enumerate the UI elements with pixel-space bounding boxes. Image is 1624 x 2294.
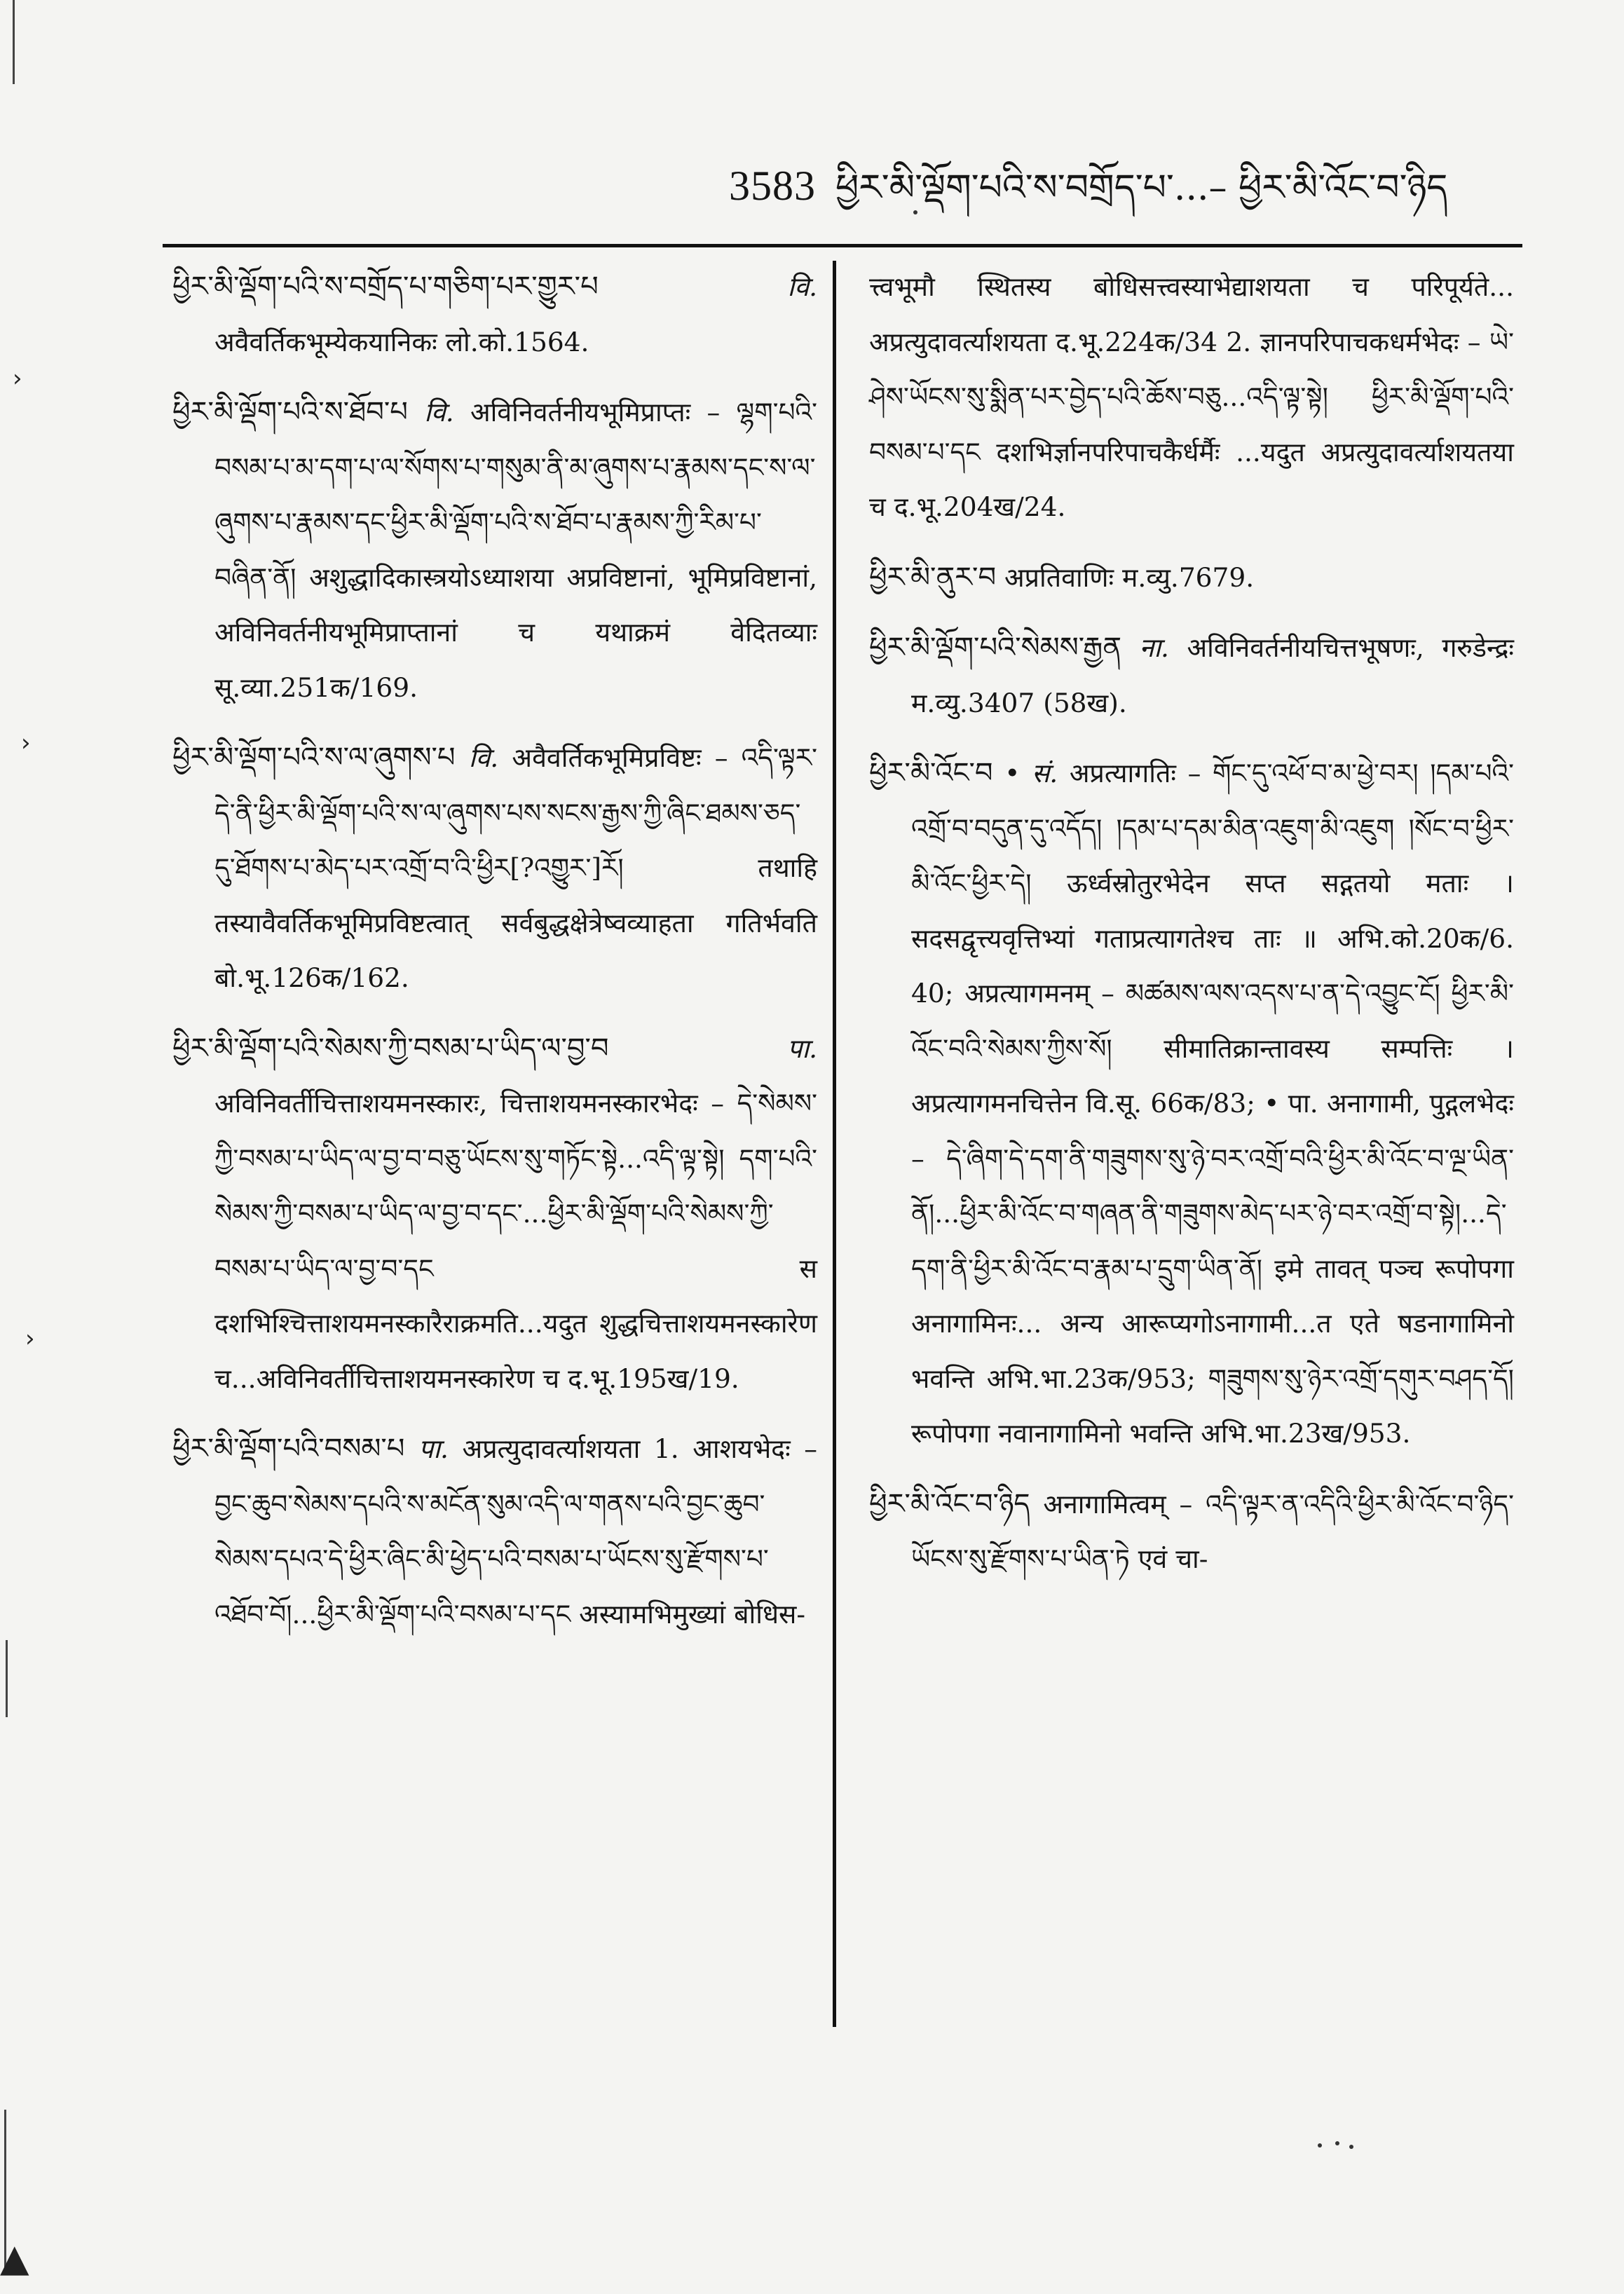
binding-edge-line [6,1640,8,1717]
entry-body: त्त्वभूमौ स्थितस्य बोधिसत्त्वस्याभेद्याशयता च परिपूर्यते... अप्रत्युदावर्त्याशयता द.भू.224क/34 2. ज्ञानपरिपाचकधर्मभेदः – ཡེ་ཤེས་ཡོངས་སུ་སྨིན་པར་བྱེད་པའི་ཆོས་བཅུ...འདི་ལྟ་སྟེ། ཕྱིར་མི་ལྡོག་པའི་བསམ་པ་དང दशभिर्ज्ञानपरिपाचकैर्धर्मैः ...यदुत अप्रत्युदावर्त्याशयतया च द.भू.204ख/24. [869,271,1514,522]
entry-continuation [869,259,1514,535]
dictionary-entry [869,746,1514,1461]
dictionary-entry [172,385,817,715]
entry-body: अवैवर्तिकभूमिप्रविष्टः – འདི་ལྟར་དེ་ནི་ཕྱིར་མི་ལྡོག་པའི་ས་ལ་ཞུགས་པས་སངས་རྒྱས་ཀྱི་ཞིང་ཐམས་ཅད་དུ་ཐོགས་པ་མེད་པར་འགྲོ་བ་འི་ཕྱིར[?འགྱུར་]རོ། तथाहि तस्यावैवर्तिकभूमिप्रविष्टत्वात् सर्वबुद्धक्षेत्रेष्वव्याहता गतिर्भवति बो.भू.126क/162. [214,742,817,993]
entry-headword: ཕྱིར་མི་ལྡོག་པའི་ས་བགྲོད་པ་གཅིག་པར་གྱུར་པ [172,271,599,303]
dictionary-entry [172,1421,817,1641]
margin-tick: › [25,1325,35,1353]
entry-body: अनागामित्वम् – འདི་ལྟར་ན་འདིའི་ཕྱིར་མི་འོང་བ་ཉིད་ཡོངས་སུ་རྫོགས་པ་ཡིན་ཏེ एवं चा- [911,1488,1515,1574]
margin-tick: › [21,729,31,757]
dictionary-entry [869,1477,1514,1587]
entry-grammar-label: ना. [1139,632,1169,663]
entry-body: अप्रत्युदावर्त्याशयता 1. आशयभेदः – བྱང་ཆུབ་སེམས་དཔའི་ས་མངོན་སུམ་འདི་ལ་གནས་པའི་བྱང་ཆུབ་སེམས་དཔའ་དེ་ཕྱིར་ཞིང་མི་ཕྱེད་པའི་བསམ་པ་ཡོངས་སུ་རྫོགས་པ་འཐོབ་བོ།...ཕྱིར་མི་ལྡོག་པའི་བསམ་པ་དང अस्यामभिमुख्यां बोधिस- [214,1433,817,1630]
header-rule [163,244,1522,247]
speck [1335,2141,1339,2145]
entry-headword: ཕྱིར་མི་ལྡོག་པའི་ས་ཐོབ་པ [172,396,408,428]
entry-body: अप्रतिवाणिः म.व्यु.7679. [1004,561,1255,593]
dictionary-entry [172,1021,817,1407]
entry-grammar-label: • सं. [1004,758,1058,788]
speck [1318,2143,1322,2148]
corner-mark: ▲ [0,2236,29,2280]
entry-headword: ཕྱིར་མི་འོང་བ [869,757,993,789]
entry-headword: ཕྱིར་མི་ལྡོག་པའི་ས་ལ་ཞུགས་པ [172,742,456,774]
entry-grammar-label: पा. [418,1433,449,1464]
entry-grammar-label: वि. [787,271,817,302]
page-header [729,147,1456,250]
entry-body: अविनिवर्तनीयचित्तभूषणः, गरुडेन्द्रः म.व्यु.3407 (58ख). [911,632,1514,718]
dictionary-entry [869,550,1514,606]
page-number: 3583 [729,163,816,209]
entry-headword: ཕྱིར་མི་ལྡོག་པའི་སེམས་ཀྱི་བསམ་པ་ཡིད་ལ་བྱ་བ [172,1032,609,1065]
entry-grammar-label: वि. [468,742,499,773]
entry-body: अविनिवर्तनीयभूमिप्राप्तः – ལྷག་པའི་བསམ་པ་མ་དག་པ་ལ་སོགས་པ་གསུམ་ནི་མ་ཞུགས་པ་རྣམས་དང་ས་ལ་ཞུགས་པ་རྣམས་དང་ཕྱིར་མི་ལྡོག་པའི་ས་ཐོབ་པ་རྣམས་ཀྱི་རིམ་པ་བཞིན་ནོ། अशुद्धादिकास्त्रयोऽध्याशया अप्रविष्टानां, भूमिप्रविष्टानां, अविनिवर्तनीयभूमिप्राप्तानां च यथाक्रमं वेदितव्याः सू.व्या.251क/169. [214,397,818,703]
left-column [172,259,817,1657]
entry-grammar-label: पा. [787,1032,817,1064]
entry-headword: ཕྱིར་མི་འོང་བ་ཉིད [869,1487,1030,1520]
entry-grammar-label: वि. [424,397,454,428]
running-head: ཕྱིར་མི་ལྡོག་པའི་ས་བགྲོད་པ་...– ཕྱིར་མི་འོང་བ་ཉིད [835,167,1448,209]
entry-headword: ཕྱིར་མི་ནུར་བ [869,561,997,594]
entry-headword: ཕྱིར་མི་ལྡོག་པའི་སེམས་རྒྱན [869,631,1121,664]
speck [1349,2145,1353,2149]
entry-body: अप्रत्यागतिः – གོང་དུ་འཕོ་བ་མ་ཕྱེ་བར། །དམ་པའི་འགྲོ་བ་བདུན་དུ་འདོད། །དམ་པ་དམ་མིན་འཇུག་མི་འཇུག །སོང་བ་ཕྱིར་མི་འོང་ཕྱིར་དེ། ऊर्ध्वस्रोतुरभेदेन सप्त सद्गतयो मताः । सदसद्वृत्त्यवृत्तिभ्यां गताप्रत्यागतेश्च ताः ॥ अभि.को.20क/6. 40; अप्रत्यागमनम् – མཚམས་ལས་འདས་པ་ན་དེ་འབྱུང་ངོ། ཕྱིར་མི་འོང་བའི་སེམས་ཀྱིས་སོ། सीमातिक्रान्तावस्य सम्पत्तिः । अप्रत्यागमनचित्तेन वि.सू. 66क/83; • पा. अनागामी, पुद्गलभेदः – དེ་ཞིག་དེ་དག་ནི་གཟུགས་སུ་ཉེ་བར་འགྲོ་བའི་ཕྱིར་མི་འོང་བ་ལྔ་ཡིན་ནོ།...ཕྱིར་མི་འོང་བ་གཞན་ནི་གཟུགས་མེད་པར་ཉེ་བར་འགྲོ་བ་སྟེ།...དེ་དག་ནི་ཕྱིར་མི་འོང་བ་རྣམ་པ་དྲུག་ཡིན་ནོ། इमे तावत् पञ्च रूपोपगा अनागामिनः... अन्य आरूप्यगोऽनागामी...त एते षडनागामिनो भवन्ति अभि.भा.23क/953; གཟུགས་སུ་ཉེར་འགྲོ་དགུར་བཤད་དོ། रूपोपगा नवानागामिनो भवन्ति अभि.भा.23ख/953. [911,758,1515,1449]
dictionary-entry [172,730,817,1006]
entry-body: अवैवर्तिकभूम्येकयानिकः लो.को.1564. [214,326,589,357]
column-rule [833,261,836,2027]
binding-edge-line [13,0,15,84]
dictionary-entry [869,620,1514,730]
entry-body: अविनिवर्तीचित्ताशयमनस्कारः, चित्ताशयमनस्कारभेदः – དེ་སེམས་ཀྱི་བསམ་པ་ཡིད་ལ་བྱ་བ་བཅུ་ཡོངས་སུ་གཏོང་སྟེ...འདི་ལྟ་སྟེ། དག་པའི་སེམས་ཀྱི་བསམ་པ་ཡིད་ལ་བྱ་བ་དང་...ཕྱིར་མི་ལྡོག་པའི་སེམས་ཀྱི་བསམ་པ་ཡིད་ལ་བྱ་བ་དང स दशभिश्चित्ताशयमनस्कारैराक्रमति...यदुत शुद्धचित्ताशयमनस्कारेण च...अविनिवर्तीचित्ताशयमनस्कारेण च द.भू.195ख/19. [214,1088,817,1394]
dictionary-entry [172,259,817,369]
entry-headword: ཕྱིར་མི་ལྡོག་པའི་བསམ་པ [172,1433,405,1465]
right-column [869,259,1514,1602]
margin-tick: › [13,364,22,392]
